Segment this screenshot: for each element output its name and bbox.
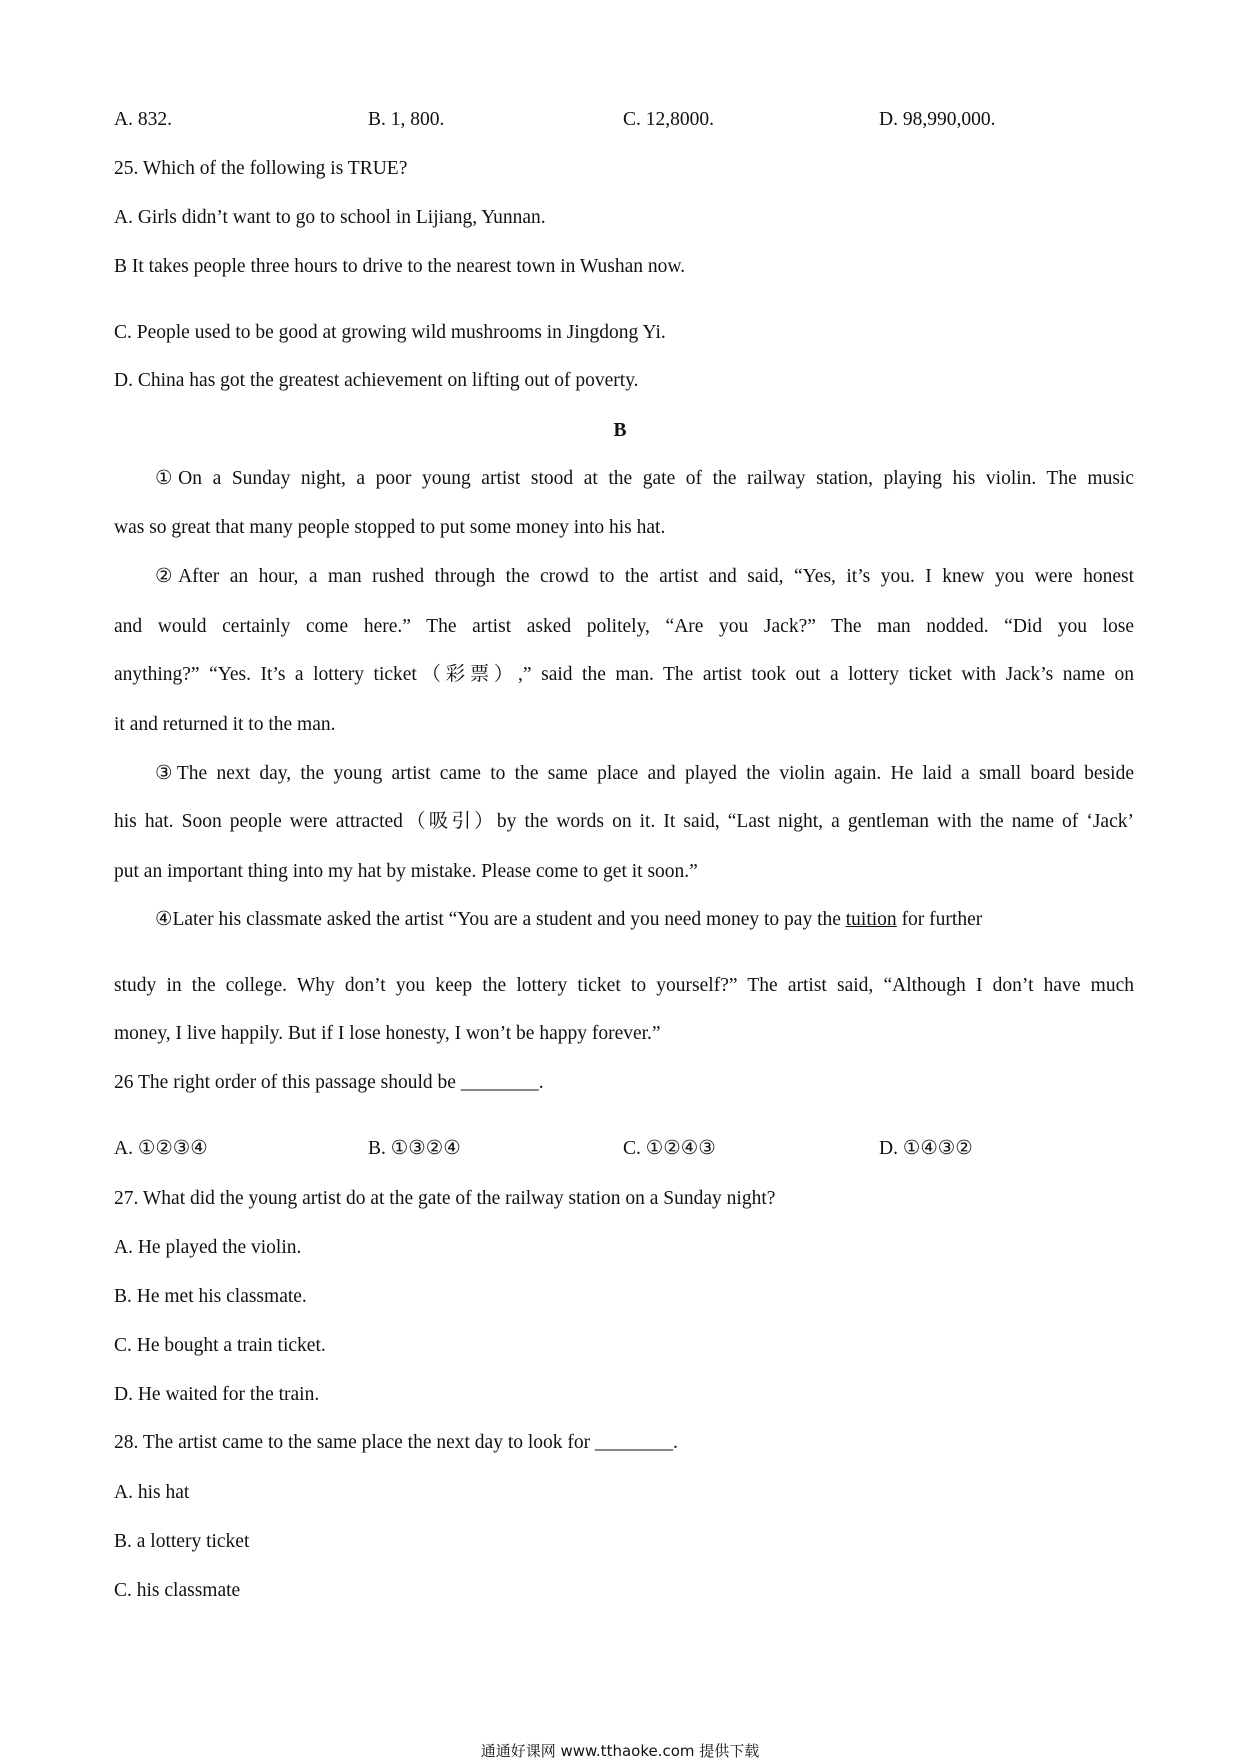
passage-line: put an important thing into my hat by mistake. Please come to get it soon.”	[114, 861, 698, 882]
q26-option-d: D. ①④③②	[879, 1138, 973, 1159]
passage-line: ②After an hour, a man rushed through the crowd to the artist and said, “Yes, it’s you. I knew you were honest	[155, 566, 1134, 587]
q25-question: 25. Which of the following is TRUE?	[114, 158, 408, 179]
q27-option-a: A. He played the violin.	[114, 1237, 302, 1258]
passage-line: his hat. Soon people were attracted（吸引）by the words on it. It said, “Last night, a gentleman with the name of ‘Jack’	[114, 811, 1134, 832]
section-b-heading: B	[613, 420, 627, 441]
q28-option-c: C. his classmate	[114, 1580, 241, 1601]
q25-option-c: C. People used to be good at growing wild mushrooms in Jingdong Yi.	[114, 322, 666, 343]
passage-line: money, I live happily. But if I lose honesty, I won’t be happy forever.”	[114, 1023, 661, 1044]
q25-option-b: B It takes people three hours to drive to the nearest town in Wushan now.	[114, 256, 686, 277]
passage-line: ③The next day, the young artist came to the same place and played the violin again. He laid a small board beside	[155, 763, 1134, 784]
passage-line: anything?” “Yes. It’s a lottery ticket（彩票）,” said the man. The artist took out a lottery ticket with Jack’s name on	[114, 664, 1134, 685]
passage-line	[155, 908, 982, 932]
q27-question: 27. What did the young artist do at the gate of the railway station on a Sunday night?	[114, 1188, 776, 1209]
passage-line: was so great that many people stopped to put some money into his hat.	[114, 517, 666, 538]
q27-option-d: D. He waited for the train.	[114, 1384, 320, 1405]
q28-option-b: B. a lottery ticket	[114, 1531, 250, 1552]
passage-line: and would certainly come here.” The artist asked politely, “Are you Jack?” The man nodded. “Did you lose	[114, 616, 1134, 637]
q26-option-c: C. ①②④③	[623, 1138, 716, 1159]
passage-line: study in the college. Why don’t you keep the lottery ticket to yourself?” The artist said, “Although I don’t have much	[114, 975, 1134, 996]
q26-option-a: A. ①②③④	[114, 1138, 208, 1159]
q24-option-a: A. 832.	[114, 109, 172, 130]
passage-text: for further	[896, 909, 983, 930]
footer-watermark: 通通好课网 www.tthaoke.com 提供下载	[480, 1742, 760, 1760]
q28-question: 28. The artist came to the same place the next day to look for ________.	[114, 1432, 678, 1453]
underlined-word-tuition: tuition	[845, 909, 897, 930]
q27-option-b: B. He met his classmate.	[114, 1286, 307, 1307]
q24-option-c: C. 12,8000.	[623, 109, 715, 130]
q26-option-b: B. ①③②④	[368, 1138, 461, 1159]
q26-question: 26 The right order of this passage should be ________.	[114, 1072, 544, 1093]
q25-option-a: A. Girls didn’t want to go to school in Lijiang, Yunnan.	[114, 207, 546, 228]
passage-text: ④Later his classmate asked the artist “You are a student and you need money to pay the	[155, 909, 846, 930]
q27-option-c: C. He bought a train ticket.	[114, 1335, 326, 1356]
passage-line: it and returned it to the man.	[114, 714, 336, 735]
q24-option-b: B. 1, 800.	[368, 109, 445, 130]
q28-option-a: A. his hat	[114, 1482, 190, 1503]
passage-line: ①On a Sunday night, a poor young artist stood at the gate of the railway station, playing his violin. The music	[155, 468, 1134, 489]
q24-option-d: D. 98,990,000.	[879, 109, 996, 130]
q25-option-d: D. China has got the greatest achievement on lifting out of poverty.	[114, 370, 639, 391]
